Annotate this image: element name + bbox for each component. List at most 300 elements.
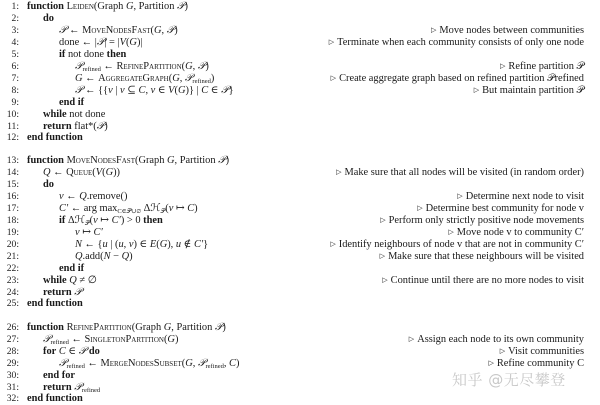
line-number: 25:: [6, 298, 19, 309]
line-number: 3:: [11, 25, 19, 36]
math-symbol: G: [75, 73, 83, 84]
code-text: ,: [192, 61, 198, 72]
keyword: function: [27, 1, 64, 12]
code-text: ): [235, 358, 240, 369]
algorithm-line: [0, 25, 600, 37]
subscript: C∈𝒫∪∅: [117, 208, 141, 215]
procedure-name: MoveNodesFast: [82, 25, 151, 36]
math-symbol: V: [95, 167, 103, 178]
code-text: ⊆: [124, 85, 139, 96]
code-text: (: [181, 61, 186, 72]
line-comment: [409, 334, 584, 346]
algorithm-line: [0, 251, 600, 263]
keyword: end if: [59, 97, 85, 108]
keyword: if: [59, 49, 66, 60]
math-symbol: u: [102, 239, 108, 250]
code-statement: [75, 251, 133, 263]
algorithm-line: [0, 346, 600, 358]
code-text: | = |: [104, 37, 120, 48]
code-text: , Partition: [171, 322, 215, 333]
line-number: 21:: [6, 251, 19, 262]
code-statement: [43, 167, 120, 179]
math-symbol: v: [128, 239, 134, 250]
keyword: return: [43, 382, 72, 393]
line-comment: [500, 61, 584, 73]
comment-triangle-icon: ▷: [417, 204, 423, 212]
line-comment: [331, 73, 584, 85]
math-symbol: Q: [75, 251, 83, 262]
comment-text: Determine next node to visit: [465, 191, 584, 202]
math-symbol: G: [163, 322, 172, 333]
comment-triangle-icon: ▷: [499, 347, 506, 355]
line-number: 24:: [6, 287, 19, 298]
line-number: 1:: [11, 1, 19, 12]
math-symbol: v: [59, 191, 64, 202]
code-text: Δℋ: [140, 203, 161, 214]
code-text: ,: [161, 25, 167, 36]
keyword: if: [59, 215, 66, 226]
code-text: | (: [107, 239, 119, 250]
math-symbol: C′: [93, 227, 103, 238]
math-symbol: v: [168, 203, 174, 214]
comment-text: Make sure that all nodes will be visited (in random order): [344, 167, 584, 178]
code-text: not done: [66, 109, 106, 120]
line-number: 20:: [6, 239, 19, 250]
math-symbol: 𝒫: [197, 61, 206, 72]
math-symbol: 𝒫: [96, 37, 105, 48]
code-text: ): [104, 121, 108, 132]
comment-triangle-icon: ▷: [431, 26, 437, 34]
math-symbol: G: [153, 25, 162, 36]
code-text: (: [150, 25, 154, 36]
code-text: Δℋ: [65, 215, 85, 226]
comment-triangle-icon: ▷: [380, 216, 386, 224]
algorithm-line: [0, 85, 600, 97]
keyword: end function: [27, 393, 83, 404]
code-text: (Graph: [93, 1, 126, 12]
code-statement: [43, 275, 97, 287]
math-symbol: v: [150, 85, 156, 96]
code-text: ≠ ∅: [76, 275, 97, 286]
subscript: refined: [192, 78, 211, 85]
code-text: (: [89, 215, 94, 226]
code-statement: [75, 73, 214, 85]
code-text: ↦: [97, 215, 112, 226]
code-statement: [27, 298, 83, 310]
line-number: 26:: [6, 322, 19, 333]
line-number: 4:: [11, 37, 19, 48]
code-text: (: [92, 167, 96, 178]
math-symbol: 𝒫: [75, 61, 83, 72]
algorithm-line: [0, 167, 600, 179]
code-text: , Partition: [133, 1, 178, 12]
code-text: ↦: [173, 203, 188, 214]
code-statement: [27, 1, 188, 13]
code-text: ): [194, 203, 198, 214]
code-text: ←: [100, 61, 117, 72]
math-symbol: G: [129, 37, 137, 48]
comment-triangle-icon: ▷: [330, 240, 336, 248]
code-text: (: [181, 358, 186, 369]
keyword: function: [27, 155, 64, 166]
code-text: (: [174, 85, 178, 96]
code-statement: [27, 132, 83, 144]
line-number: 30:: [6, 370, 19, 381]
code-text: ←: [66, 25, 83, 36]
code-text: ): [129, 251, 133, 262]
keyword: end function: [27, 298, 83, 309]
math-symbol: 𝒫: [221, 85, 229, 96]
procedure-name: RefinePartition: [66, 322, 132, 333]
line-number: 18:: [6, 215, 19, 226]
code-statement: [59, 37, 142, 49]
line-number: 19:: [6, 227, 19, 238]
keyword: then: [143, 215, 163, 226]
math-symbol: C: [58, 346, 66, 357]
math-symbol: v: [75, 227, 80, 238]
line-comment: [500, 346, 584, 358]
subscript: refined: [50, 339, 69, 346]
code-text: }: [203, 239, 209, 250]
comment-triangle-icon: ▷: [382, 276, 388, 284]
comment-triangle-icon: ▷: [488, 359, 494, 367]
line-number: 2:: [11, 13, 19, 24]
code-text: ): [205, 61, 209, 72]
comment-text: Refine community C: [496, 358, 584, 369]
keyword: while: [43, 275, 67, 286]
code-statement: [43, 179, 54, 191]
procedure-name: SingletonPartition: [84, 334, 164, 345]
math-symbol: Q: [43, 167, 51, 178]
comment-triangle-icon: ▷: [328, 38, 335, 46]
math-symbol: 𝒫: [74, 287, 82, 298]
line-number: 11:: [7, 121, 19, 132]
math-symbol: C′: [111, 215, 121, 226]
code-text: ,: [223, 358, 230, 369]
line-comment: [474, 85, 584, 97]
code-text: ): [174, 25, 178, 36]
line-comment: [336, 167, 584, 179]
procedure-name: AggregateGraph: [98, 73, 169, 84]
code-statement: [59, 97, 84, 109]
math-symbol: 𝒫: [43, 334, 51, 345]
code-text: ←: [84, 358, 101, 369]
comment-text: Assign each node to its own community: [417, 334, 584, 345]
line-comment: [448, 227, 584, 239]
code-text: done ← |: [59, 37, 97, 48]
code-statement: [43, 13, 54, 25]
comment-triangle-icon: ▷: [408, 335, 415, 343]
code-statement: [75, 239, 208, 251]
comment-text: Move node v to community C′: [456, 227, 584, 238]
code-text: ),: [167, 239, 176, 250]
code-text: ): [174, 334, 179, 345]
algorithm-line: [0, 275, 600, 287]
line-comment: [380, 251, 584, 263]
code-text: (Graph: [131, 322, 164, 333]
math-symbol: 𝒫: [96, 121, 105, 132]
algorithm-line: [0, 334, 600, 346]
algorithm-line: [0, 393, 600, 405]
math-symbol: C: [229, 358, 236, 369]
math-symbol: G: [159, 239, 168, 250]
line-number: 7:: [11, 73, 19, 84]
math-symbol: 𝒫: [197, 358, 206, 369]
math-symbol: v: [119, 85, 125, 96]
subscript: refined: [81, 387, 101, 394]
math-symbol: 𝒫: [184, 73, 193, 84]
algorithm-line: [0, 13, 600, 25]
keyword: then: [106, 49, 127, 60]
math-symbol: G: [172, 73, 180, 84]
comment-text: Refine partition 𝒫: [508, 61, 584, 72]
comment-text: Create aggregate graph based on refined partition 𝒫refined: [339, 73, 584, 84]
comment-triangle-icon: ▷: [330, 74, 337, 82]
procedure-name: MoveNodesFast: [66, 155, 135, 166]
keyword: return: [43, 121, 72, 132]
code-text: flat*(: [71, 121, 97, 132]
math-symbol: 𝒫: [75, 85, 83, 96]
procedure-name: Leiden: [66, 1, 94, 12]
algorithm-line: [0, 132, 600, 144]
code-text: ∈: [208, 85, 222, 96]
code-statement: [59, 263, 84, 275]
keyword: end function: [27, 132, 83, 143]
algorithm-line: [0, 73, 600, 85]
comment-text: Perform only strictly positive node movements: [388, 215, 584, 226]
math-symbol: N: [75, 239, 82, 250]
code-text: ←: [50, 167, 67, 178]
code-text: ∈: [155, 85, 169, 96]
keyword: end if: [59, 263, 85, 274]
algorithm-line: [0, 155, 600, 167]
code-statement: [43, 109, 105, 121]
procedure-name: RefinePartition: [116, 61, 182, 72]
code-statement: [27, 322, 226, 334]
algorithm-line: [0, 179, 600, 191]
algorithm-line: [0, 1, 600, 13]
line-comment: [329, 37, 584, 49]
math-symbol: v: [93, 215, 98, 226]
line-number: 16:: [6, 191, 19, 202]
comment-triangle-icon: ▷: [473, 86, 480, 94]
line-number: 17:: [6, 203, 19, 214]
code-statement: [27, 393, 83, 405]
line-number: 15:: [6, 179, 19, 190]
code-text: ←: [82, 73, 99, 84]
algorithm-line: [0, 109, 600, 121]
code-text: ,: [123, 239, 129, 250]
math-symbol: G: [177, 85, 186, 96]
math-symbol: G: [185, 61, 193, 72]
math-symbol: C: [201, 85, 209, 96]
math-symbol: 𝒫: [59, 25, 67, 36]
code-text: ) ∈: [133, 239, 150, 250]
math-symbol: v: [108, 85, 113, 96]
subscript: 𝒫: [84, 220, 90, 227]
code-statement: [75, 61, 209, 73]
subscript: refined: [66, 363, 85, 370]
line-number: 6:: [11, 61, 19, 72]
line-number: 22:: [6, 263, 19, 274]
line-number: 12:: [6, 132, 19, 143]
algorithm-line: [0, 37, 600, 49]
comment-text: Make sure that these neighbours will be visited: [388, 251, 584, 262]
keyword: for: [43, 346, 57, 357]
code-text: ∉: [181, 239, 194, 250]
comment-triangle-icon: ▷: [448, 228, 454, 236]
code-text: ): [184, 1, 189, 12]
math-symbol: C′: [59, 203, 69, 214]
code-statement: [75, 227, 103, 239]
algorithm-line: [0, 97, 600, 109]
code-text: ← {{: [82, 85, 109, 96]
math-symbol: C: [138, 85, 146, 96]
math-symbol: 𝒫: [74, 382, 82, 393]
math-symbol: C: [187, 203, 195, 214]
comment-text: But maintain partition 𝒫: [482, 85, 584, 96]
comment-text: Terminate when each community consists of only one node: [337, 37, 584, 48]
line-number: 10:: [6, 109, 19, 120]
keyword: do: [43, 13, 54, 24]
math-symbol: V: [168, 85, 175, 96]
line-number: 13:: [6, 155, 19, 166]
keyword: function: [27, 322, 64, 333]
line-comment: [330, 239, 584, 251]
code-text: ): [222, 322, 226, 333]
algorithm-line: [0, 263, 600, 275]
code-statement: [59, 215, 163, 227]
code-text: ← arg max: [68, 203, 118, 214]
math-symbol: G: [125, 1, 134, 12]
math-symbol: Q: [79, 191, 87, 202]
algorithm-line: [0, 215, 600, 227]
procedure-name: Queue: [66, 167, 93, 178]
math-symbol: 𝒫: [214, 322, 223, 333]
code-statement: [59, 358, 239, 370]
algorithm-line: [0, 191, 600, 203]
code-text: (: [125, 37, 130, 48]
line-comment: [431, 25, 584, 37]
line-number: 28:: [6, 346, 19, 357]
code-text: not done: [65, 49, 107, 60]
math-symbol: 𝒫: [78, 346, 87, 357]
code-text: )} |: [185, 85, 202, 96]
comment-triangle-icon: ▷: [379, 252, 386, 260]
code-text: )|: [136, 37, 143, 48]
code-statement: [43, 334, 178, 346]
algorithm-line: [0, 239, 600, 251]
keyword: do: [88, 346, 100, 357]
line-number: 8:: [11, 85, 19, 96]
math-symbol: G: [185, 358, 193, 369]
comment-text: Visit communities: [508, 346, 584, 357]
code-text: (Graph: [134, 155, 168, 166]
procedure-name: MergeNodesSubset: [100, 358, 182, 369]
algorithm-line: [0, 61, 600, 73]
math-symbol: 𝒫: [218, 155, 226, 166]
code-statement: [27, 155, 229, 167]
subscript: 𝒫: [160, 208, 166, 215]
math-symbol: u: [175, 239, 182, 250]
code-text: −: [110, 251, 122, 262]
subscript: refined: [82, 66, 101, 73]
code-text: ↦: [79, 227, 94, 238]
code-text: .add(: [82, 251, 104, 262]
keyword: while: [43, 109, 67, 120]
code-statement: [59, 191, 127, 203]
comment-triangle-icon: ▷: [500, 62, 506, 70]
code-statement: [59, 25, 178, 37]
comment-text: Determine best community for node v: [425, 203, 584, 214]
line-number: 27:: [6, 334, 19, 345]
code-text: ∈: [65, 346, 79, 357]
math-symbol: N: [103, 251, 111, 262]
line-comment: [380, 215, 584, 227]
line-number: 14:: [6, 167, 19, 178]
code-text: |: [112, 85, 120, 96]
code-text: (: [168, 73, 173, 84]
code-statement: [59, 203, 198, 215]
comment-triangle-icon: ▷: [457, 192, 463, 200]
line-number: 9:: [11, 97, 19, 108]
math-symbol: Q: [69, 275, 77, 286]
line-number: 5:: [11, 49, 19, 60]
subscript: refined: [205, 363, 224, 370]
algorithm-line: [0, 322, 600, 334]
code-text: ) > 0: [120, 215, 144, 226]
algorithm-line: [0, 227, 600, 239]
math-symbol: E: [149, 239, 157, 250]
math-symbol: G: [167, 155, 175, 166]
code-text: ,: [145, 85, 151, 96]
math-symbol: 𝒫: [177, 1, 185, 12]
keyword: do: [43, 179, 54, 190]
algorithm-line: [0, 49, 600, 61]
code-text: ,: [179, 73, 185, 84]
comment-text: Continue until there are no more nodes to visit: [390, 275, 584, 286]
code-text: (: [102, 167, 106, 178]
code-statement: [75, 85, 234, 97]
line-comment: [382, 275, 584, 287]
code-text: }: [228, 85, 234, 96]
code-text: ←: [63, 191, 80, 202]
line-number: 32:: [6, 393, 19, 404]
keyword: return: [43, 287, 72, 298]
math-symbol: G: [105, 167, 114, 178]
watermark: 知乎 @无尽攀登: [452, 371, 566, 389]
keyword: end for: [43, 370, 76, 381]
algorithm-line: [0, 298, 600, 310]
math-symbol: u: [118, 239, 124, 250]
line-number: 31:: [6, 382, 19, 393]
line-comment: [417, 203, 584, 215]
code-text: ): [210, 73, 215, 84]
math-symbol: Q: [121, 251, 130, 262]
comment-triangle-icon: ▷: [336, 168, 342, 176]
line-number: 29:: [6, 358, 19, 369]
code-text: ): [225, 155, 230, 166]
code-text: ←: [68, 334, 85, 345]
math-symbol: V: [119, 37, 126, 48]
code-statement: [59, 49, 126, 61]
code-text: ← {: [81, 239, 103, 250]
code-text: (: [163, 334, 168, 345]
code-text: )): [113, 167, 121, 178]
algorithm-line: [0, 203, 600, 215]
comment-text: Identify neighbours of node v that are not in community C′: [338, 239, 584, 250]
code-text: .remove(): [86, 191, 128, 202]
